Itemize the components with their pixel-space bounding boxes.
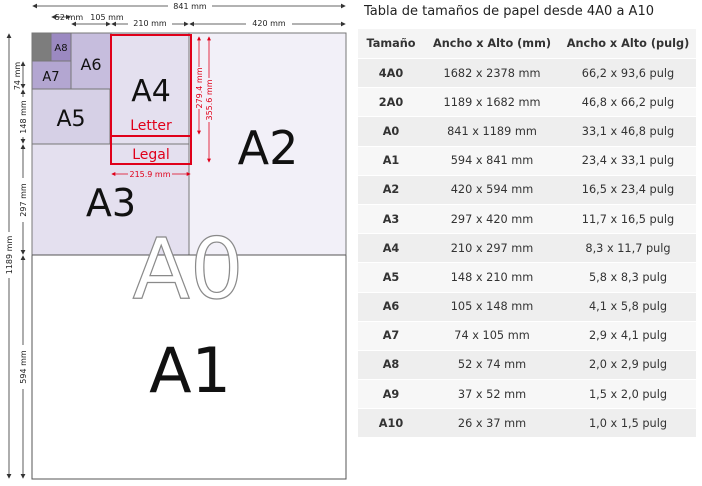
- cell-inch: 8,3 x 11,7 pulg: [560, 234, 696, 263]
- cell-mm: 210 x 297 mm: [424, 234, 560, 263]
- a1-label: A1: [149, 334, 231, 407]
- cell-mm: 1189 x 1682 mm: [424, 88, 560, 117]
- a8-label: A8: [54, 43, 68, 54]
- table-row: [358, 380, 696, 409]
- cell-inch: 5,8 x 8,3 pulg: [560, 263, 696, 292]
- cell-size: A10: [358, 409, 424, 438]
- legal-label: Legal: [132, 147, 170, 163]
- dim-letter-height-label: 279.4 mm: [195, 67, 204, 109]
- header-size: Tamaño: [358, 29, 424, 59]
- cell-mm: 841 x 1189 mm: [424, 117, 560, 146]
- dim-841-label: 841 mm: [173, 2, 207, 11]
- letter-label: Letter: [130, 118, 172, 134]
- cell-size: A9: [358, 380, 424, 409]
- cell-inch: 4,1 x 5,8 pulg: [560, 292, 696, 321]
- cell-inch: 1,5 x 2,0 pulg: [560, 380, 696, 409]
- dim-594-label: 594 mm: [19, 350, 28, 384]
- table-row: [358, 409, 696, 438]
- dim-297-label: 297 mm: [19, 183, 28, 217]
- table-row: [358, 204, 696, 233]
- cell-size: A0: [358, 117, 424, 146]
- cell-inch: 23,4 x 33,1 pulg: [560, 146, 696, 175]
- a3-label: A3: [85, 181, 137, 225]
- header-inch: Ancho x Alto (pulg): [560, 29, 696, 59]
- dim-210-label: 210 mm: [133, 19, 167, 28]
- table-row: [358, 88, 696, 117]
- cell-inch: 33,1 x 46,8 pulg: [560, 117, 696, 146]
- cell-inch: 11,7 x 16,5 pulg: [560, 204, 696, 233]
- cell-mm: 420 x 594 mm: [424, 175, 560, 204]
- cell-inch: 46,8 x 66,2 pulg: [560, 88, 696, 117]
- dim-legal-height-label: 355.6 mm: [205, 79, 214, 121]
- cell-size: A1: [358, 146, 424, 175]
- cell-inch: 66,2 x 93,6 pulg: [560, 59, 696, 88]
- table-row: [358, 234, 696, 263]
- cell-inch: 1,0 x 1,5 pulg: [560, 409, 696, 438]
- size-table-body: [358, 59, 696, 438]
- dim-148-label: 148 mm: [19, 100, 28, 134]
- cell-size: 4A0: [358, 59, 424, 88]
- cell-inch: 2,0 x 2,9 pulg: [560, 350, 696, 379]
- cell-mm: 52 x 74 mm: [424, 350, 560, 379]
- table-header-row: [358, 29, 696, 59]
- a6-label: A6: [80, 55, 102, 74]
- dim-420-label: 420 mm: [252, 19, 286, 28]
- cell-size: A7: [358, 321, 424, 350]
- table-row: [358, 146, 696, 175]
- dim-letter-width-label: 215.9 mm: [129, 170, 171, 179]
- cell-mm: 148 x 210 mm: [424, 263, 560, 292]
- a9-sheet: [32, 33, 51, 61]
- a4-label: A4: [131, 74, 171, 109]
- dim-1189-label: 1189 mm: [5, 235, 14, 275]
- cell-size: 2A0: [358, 88, 424, 117]
- cell-size: A5: [358, 263, 424, 292]
- cell-mm: 26 x 37 mm: [424, 409, 560, 438]
- table-row: [358, 117, 696, 146]
- table-row: [358, 263, 696, 292]
- cell-size: A6: [358, 292, 424, 321]
- table-row: [358, 292, 696, 321]
- cell-inch: 16,5 x 23,4 pulg: [560, 175, 696, 204]
- header-mm: Ancho x Alto (mm): [424, 29, 560, 59]
- a5-label: A5: [56, 107, 86, 132]
- size-table: [358, 29, 696, 438]
- cell-mm: 74 x 105 mm: [424, 321, 560, 350]
- cell-inch: 2,9 x 4,1 pulg: [560, 321, 696, 350]
- cell-mm: 105 x 148 mm: [424, 292, 560, 321]
- a7-label: A7: [42, 70, 60, 85]
- a0-label: A0: [132, 220, 244, 318]
- dim-74-label: 74 mm: [13, 61, 22, 91]
- cell-size: A4: [358, 234, 424, 263]
- dim-52-label: 52 mm: [54, 13, 84, 22]
- table-row: [358, 59, 696, 88]
- a2-label: A2: [237, 121, 299, 175]
- cell-mm: 594 x 841 mm: [424, 146, 560, 175]
- cell-mm: 37 x 52 mm: [424, 380, 560, 409]
- table-row: [358, 350, 696, 379]
- cell-size: A3: [358, 204, 424, 233]
- cell-size: A8: [358, 350, 424, 379]
- cell-size: A2: [358, 175, 424, 204]
- dim-105-label: 105 mm: [90, 13, 124, 22]
- table-row: [358, 175, 696, 204]
- table-title: Tabla de tamaños de papel desde 4A0 a A10: [364, 4, 654, 19]
- table-row: [358, 321, 696, 350]
- cell-mm: 1682 x 2378 mm: [424, 59, 560, 88]
- cell-mm: 297 x 420 mm: [424, 204, 560, 233]
